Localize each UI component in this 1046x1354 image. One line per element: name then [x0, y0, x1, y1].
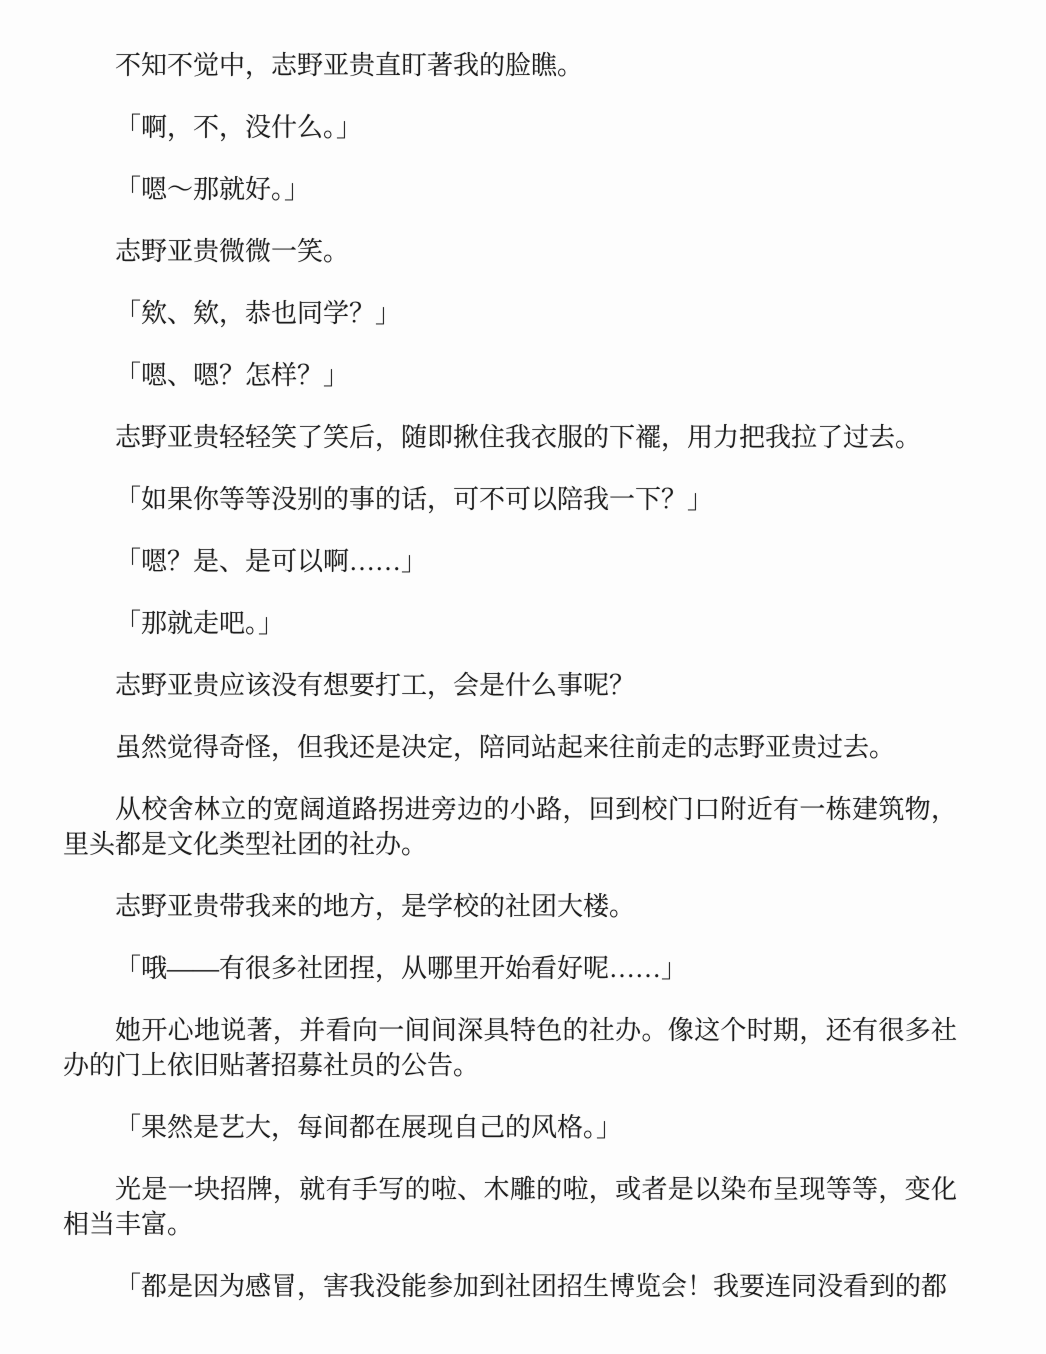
paragraph: 她开心地说著，并看向一间间深具特色的社办。像这个时期，还有很多社办的门上依旧贴著招募社员的公告。 [63, 1016, 957, 1080]
paragraph: 虽然觉得奇怪，但我还是决定，陪同站起来往前走的志野亚贵过去。 [115, 733, 896, 762]
paragraph: 「嗯？是、是可以啊……」 [115, 547, 428, 576]
paragraph: 志野亚贵应该没有想要打工，会是什么事呢？ [115, 671, 636, 700]
paragraph: 「都是因为感冒，害我没能参加到社团招生博览会！我要连同没看到的都 [115, 1272, 948, 1301]
paragraph: 志野亚贵带我来的地方，是学校的社团大楼。 [115, 892, 636, 921]
paragraph: 「那就走吧。」 [115, 609, 285, 638]
paragraph: 不知不觉中，志野亚贵直盯著我的脸瞧。 [115, 51, 584, 80]
paragraph: 「欸、欸，恭也同学？」 [115, 299, 402, 328]
paragraph: 「如果你等等没别的事的话，可不可以陪我一下？」 [115, 485, 714, 514]
paragraph: 「嗯、嗯？怎样？」 [115, 361, 350, 390]
paragraph: 志野亚贵轻轻笑了笑后，随即揪住我衣服的下襬，用力把我拉了过去。 [115, 423, 922, 452]
page-content [63, 48, 957, 1304]
paragraph: 光是一块招牌，就有手写的啦、木雕的啦，或者是以染布呈现等等，变化相当丰富。 [63, 1175, 957, 1239]
paragraph: 「嗯～那就好。」 [115, 175, 311, 204]
paragraph: 「啊，不，没什么。」 [115, 113, 363, 142]
paragraph: 志野亚贵微微一笑。 [115, 237, 350, 266]
paragraph: 「哦——有很多社团捏，从哪里开始看好呢……」 [115, 954, 688, 983]
paragraph: 「果然是艺大，每间都在展现自己的风格。」 [115, 1113, 623, 1142]
paragraph: 从校舍林立的宽阔道路拐进旁边的小路，回到校门口附近有一栋建筑物，里头都是文化类型社团的社办。 [63, 795, 957, 859]
